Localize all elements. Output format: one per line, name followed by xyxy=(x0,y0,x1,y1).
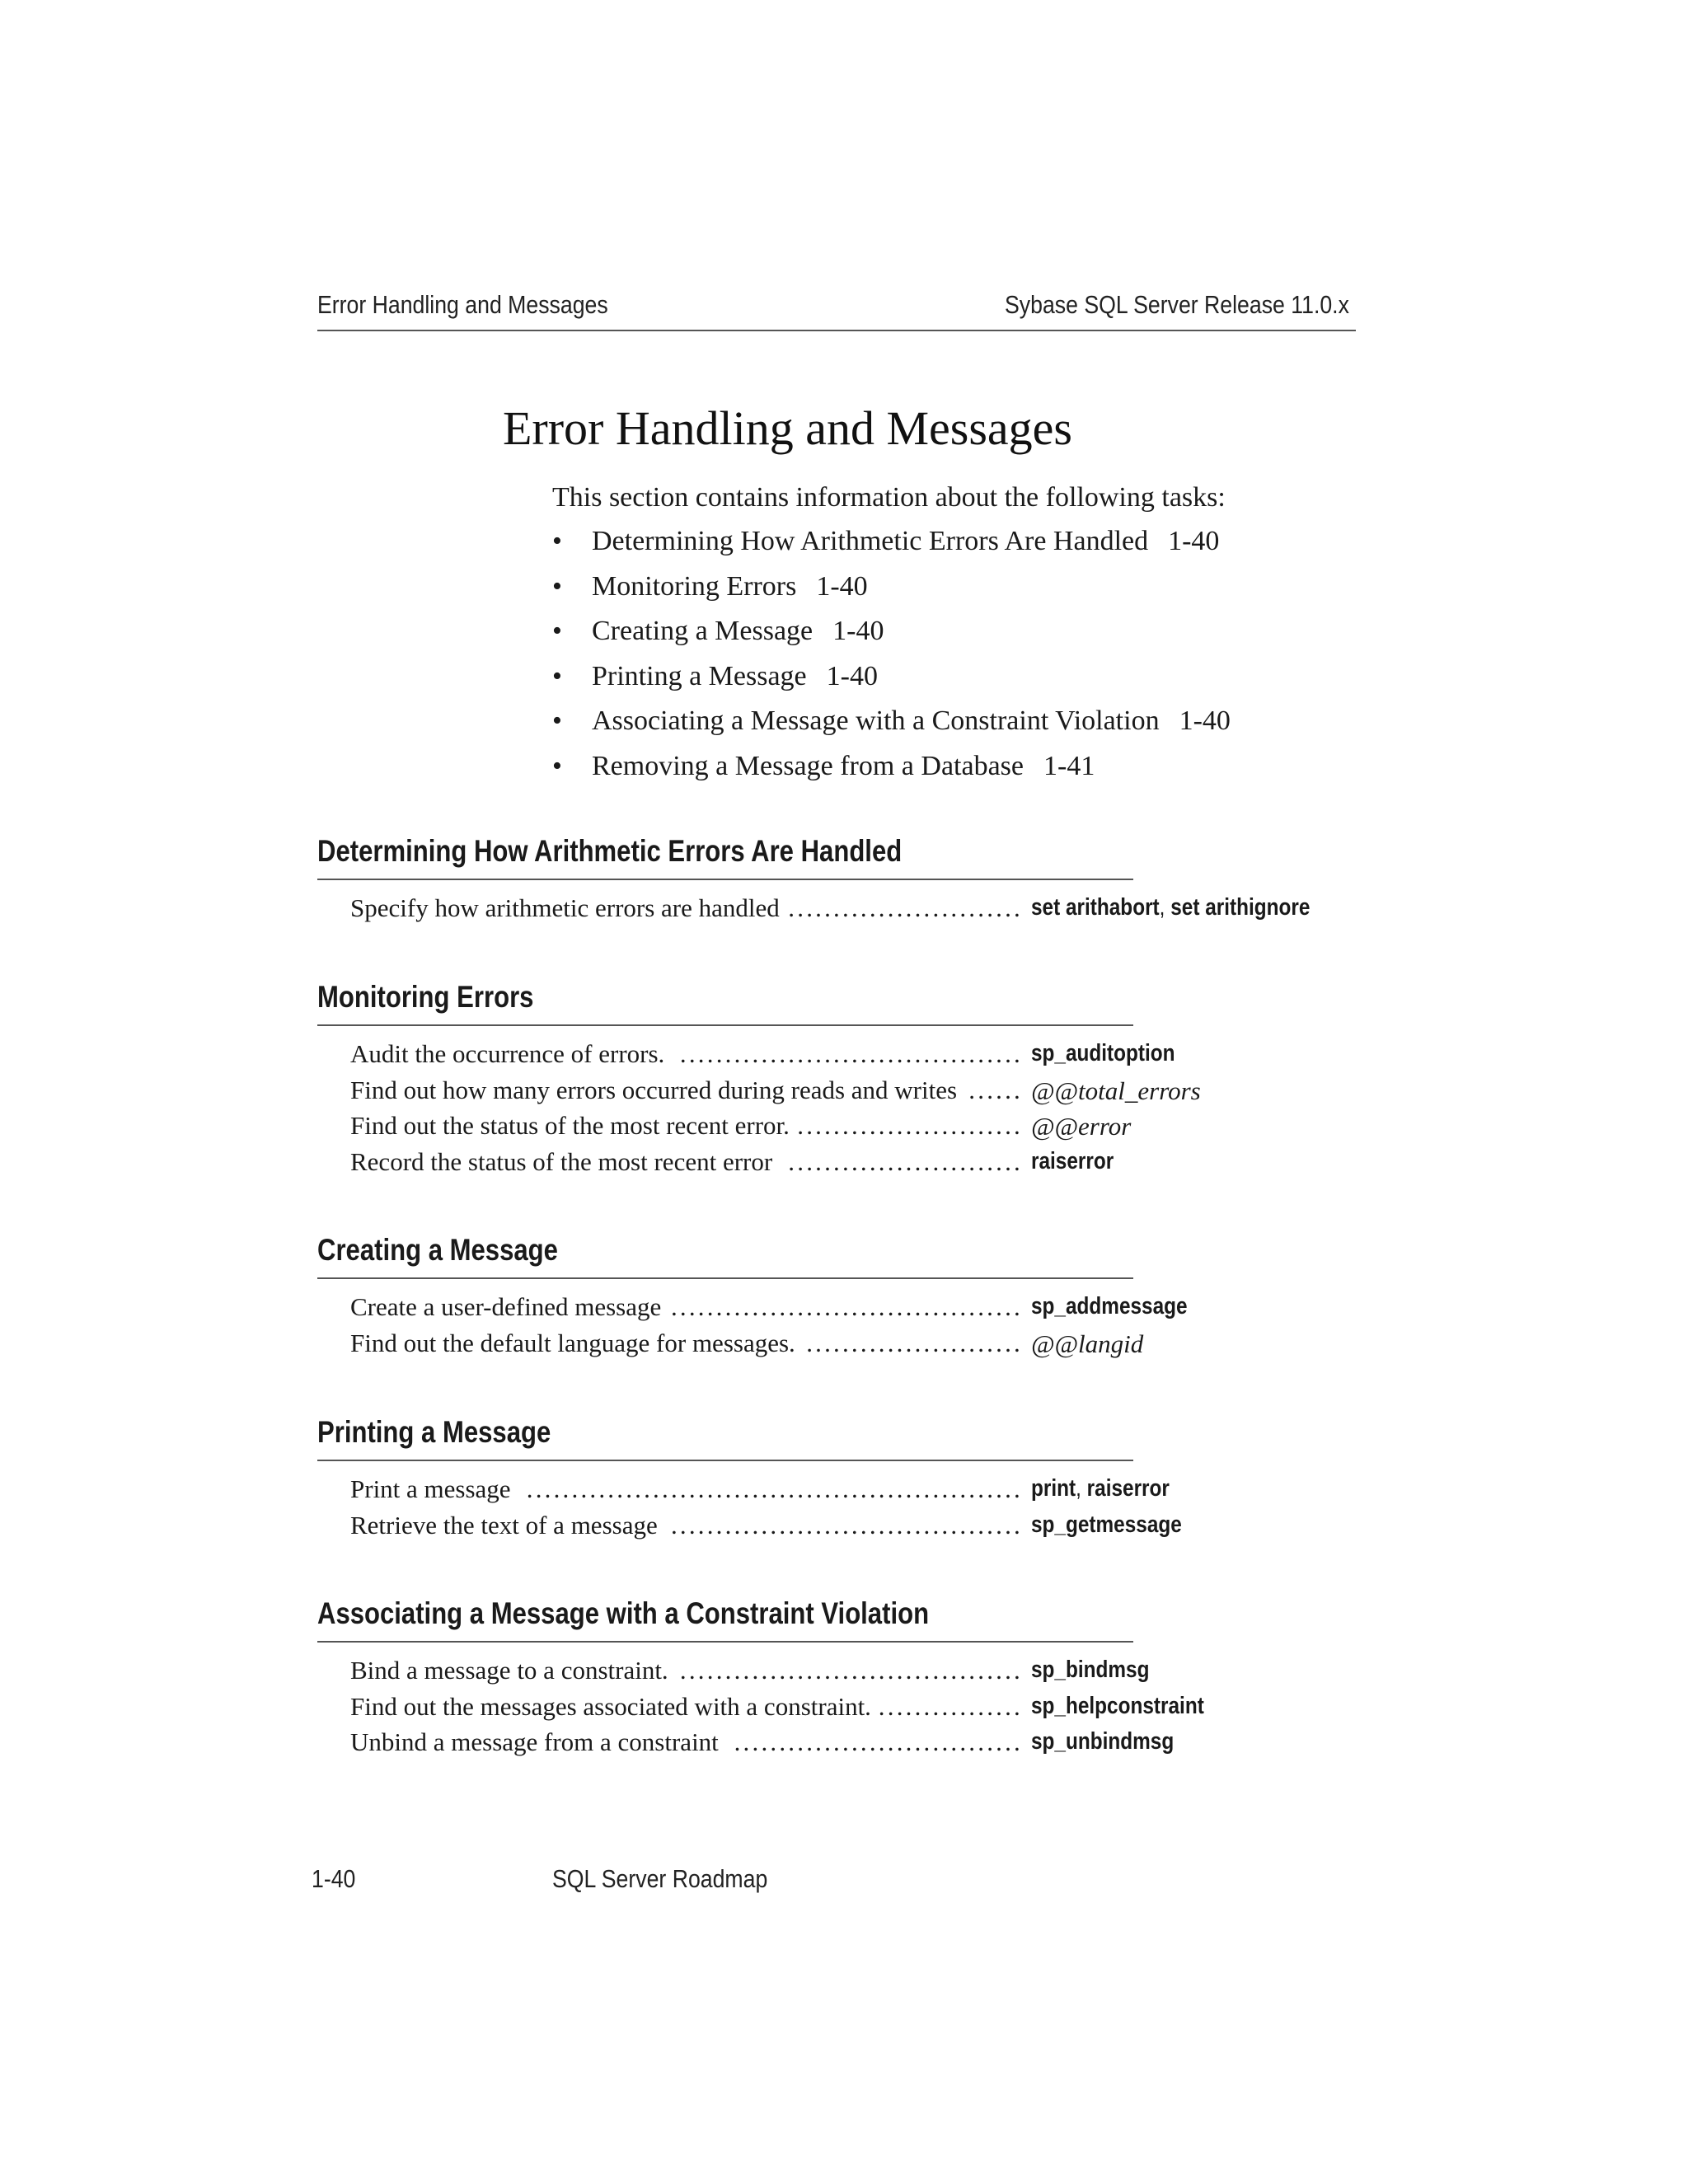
task-rows xyxy=(317,893,1311,930)
task-list-item[interactable] xyxy=(552,661,1231,706)
task-row xyxy=(317,1328,1144,1365)
section xyxy=(317,978,1201,1183)
header-product-release: Sybase SQL Server Release 11.0.x xyxy=(1005,290,1349,319)
task-description: Record the status of the most recent error xyxy=(350,1146,773,1176)
task-row xyxy=(317,1474,1170,1511)
dot-leader: ................................ xyxy=(734,1727,1023,1756)
dot-leader: ...................................... xyxy=(679,1039,1023,1068)
task-label: Monitoring Errors xyxy=(592,570,797,602)
dot-leader: ................ xyxy=(878,1691,1023,1721)
task-page-ref: 1-40 xyxy=(1168,526,1220,556)
bullet-icon: • xyxy=(552,526,562,556)
command-name[interactable]: set arithignore xyxy=(1170,894,1311,921)
section-heading-text: Monitoring Errors xyxy=(317,980,534,1014)
task-rows xyxy=(317,1292,1188,1364)
dot-leader: ........................ xyxy=(806,1328,1023,1357)
task-list-item[interactable] xyxy=(552,526,1231,571)
command-reference[interactable] xyxy=(1031,1076,1201,1106)
header-chapter-title: Error Handling and Messages xyxy=(317,290,608,319)
bullet-icon: • xyxy=(552,705,562,736)
task-page-ref: 1-40 xyxy=(832,616,884,646)
dot-leader: ...................................... xyxy=(679,1656,1023,1685)
dot-leader: .......................... xyxy=(788,893,1023,922)
section-heading xyxy=(317,1413,1133,1461)
command-reference[interactable] xyxy=(1031,1112,1131,1141)
section-heading xyxy=(317,1231,1133,1279)
task-description: Print a message xyxy=(350,1474,511,1503)
task-description: Create a user-defined message xyxy=(350,1292,662,1321)
bullet-icon: • xyxy=(552,750,562,781)
task-row xyxy=(317,1039,1175,1076)
intro-text: This section contains information about the following tasks: xyxy=(552,482,1226,513)
command-name[interactable]: print xyxy=(1031,1475,1076,1502)
section-heading xyxy=(317,832,1133,880)
command-name[interactable]: sp_auditoption xyxy=(1031,1040,1175,1066)
footer-page-number: 1-40 xyxy=(312,1864,356,1893)
command-reference[interactable] xyxy=(1031,1728,1174,1755)
command-reference[interactable] xyxy=(1031,1148,1114,1175)
command-reference[interactable] xyxy=(1031,1657,1149,1684)
command-reference[interactable] xyxy=(1031,1293,1188,1320)
dot-leader: ....................................... xyxy=(670,1292,1023,1321)
command-reference[interactable] xyxy=(1031,1329,1143,1359)
task-list-item[interactable] xyxy=(552,705,1231,751)
bullet-icon: • xyxy=(552,570,562,602)
task-description: Unbind a message from a constraint xyxy=(350,1727,719,1756)
command-reference[interactable] xyxy=(1031,1511,1182,1539)
task-label: Determining How Arithmetic Errors Are Handled xyxy=(592,526,1149,556)
task-row xyxy=(317,1111,1133,1147)
task-page-ref: 1-40 xyxy=(816,570,868,602)
dot-leader: ...... xyxy=(968,1075,1023,1104)
task-page-ref: 1-40 xyxy=(826,660,878,691)
task-page-ref: 1-40 xyxy=(1179,705,1231,736)
task-row xyxy=(317,1656,1150,1692)
section-heading xyxy=(317,1595,1133,1643)
command-reference[interactable] xyxy=(1031,894,1310,921)
task-row xyxy=(317,1292,1188,1329)
task-list-item[interactable] xyxy=(552,616,1231,661)
command-name[interactable]: sp_unbindmsg xyxy=(1031,1728,1175,1755)
bullet-icon: • xyxy=(552,616,562,646)
section-heading-text: Associating a Message with a Constraint Violation xyxy=(317,1596,930,1630)
task-label: Removing a Message from a Database xyxy=(592,750,1024,781)
command-reference[interactable] xyxy=(1031,1040,1175,1067)
dot-leader: ....................................................... xyxy=(526,1474,1023,1503)
section-heading xyxy=(317,978,1133,1026)
command-name[interactable]: sp_addmessage xyxy=(1031,1293,1188,1319)
command-separator: , xyxy=(1076,1475,1087,1502)
task-description: Find out the status of the most recent error. xyxy=(350,1111,790,1140)
task-description: Audit the occurrence of errors. xyxy=(350,1039,665,1068)
task-description: Find out how many errors occurred during reads and writes xyxy=(350,1075,958,1104)
command-name[interactable]: @@error xyxy=(1031,1112,1132,1141)
task-row xyxy=(317,893,1311,930)
section xyxy=(317,1231,1188,1364)
task-list-item[interactable] xyxy=(552,751,1231,796)
running-header xyxy=(317,288,1356,331)
task-row xyxy=(317,1075,1201,1112)
command-name[interactable]: set arithabort xyxy=(1031,894,1160,921)
command-name[interactable]: @@total_errors xyxy=(1031,1076,1201,1105)
command-reference[interactable] xyxy=(1031,1475,1170,1502)
task-row xyxy=(317,1727,1175,1764)
task-description: Find out the default language for messages. xyxy=(350,1328,795,1357)
task-row xyxy=(317,1691,1204,1728)
command-name[interactable]: @@langid xyxy=(1031,1329,1144,1358)
task-rows xyxy=(317,1474,1182,1546)
task-row xyxy=(317,1510,1182,1547)
dot-leader: .......................... xyxy=(788,1146,1023,1176)
task-description: Find out the messages associated with a constraint. xyxy=(350,1691,871,1721)
section xyxy=(317,1595,1204,1764)
command-separator: , xyxy=(1159,894,1171,921)
task-label: Associating a Message with a Constraint Violation xyxy=(592,705,1160,736)
command-name[interactable]: raiserror xyxy=(1031,1147,1114,1174)
task-description: Bind a message to a constraint. xyxy=(350,1656,668,1685)
task-rows xyxy=(317,1656,1204,1764)
section-heading-text: Creating a Message xyxy=(317,1233,558,1267)
task-label: Creating a Message xyxy=(592,616,814,646)
section xyxy=(317,1413,1182,1546)
bullet-icon: • xyxy=(552,660,562,691)
page-title: Error Handling and Messages xyxy=(503,401,1072,455)
task-description: Specify how arithmetic errors are handled xyxy=(350,893,780,922)
command-name[interactable]: sp_helpconstraint xyxy=(1031,1692,1204,1719)
section xyxy=(317,832,1311,930)
task-rows xyxy=(317,1039,1201,1183)
task-list xyxy=(552,526,1231,795)
section-heading-text: Printing a Message xyxy=(317,1415,551,1449)
dot-leader: ......................... xyxy=(797,1111,1023,1140)
command-name[interactable]: sp_bindmsg xyxy=(1031,1657,1150,1683)
task-description: Retrieve the text of a message xyxy=(350,1510,658,1540)
task-label: Printing a Message xyxy=(592,660,807,691)
command-name[interactable]: sp_getmessage xyxy=(1031,1511,1182,1538)
command-name[interactable]: raiserror xyxy=(1086,1475,1170,1502)
command-reference[interactable] xyxy=(1031,1693,1204,1720)
task-row xyxy=(317,1147,1133,1183)
section-heading-text: Determining How Arithmetic Errors Are Handled xyxy=(317,834,903,868)
dot-leader: ....................................... xyxy=(670,1510,1023,1540)
task-list-item[interactable] xyxy=(552,571,1231,616)
task-page-ref: 1-41 xyxy=(1043,750,1095,781)
footer-book-title: SQL Server Roadmap xyxy=(552,1864,768,1893)
